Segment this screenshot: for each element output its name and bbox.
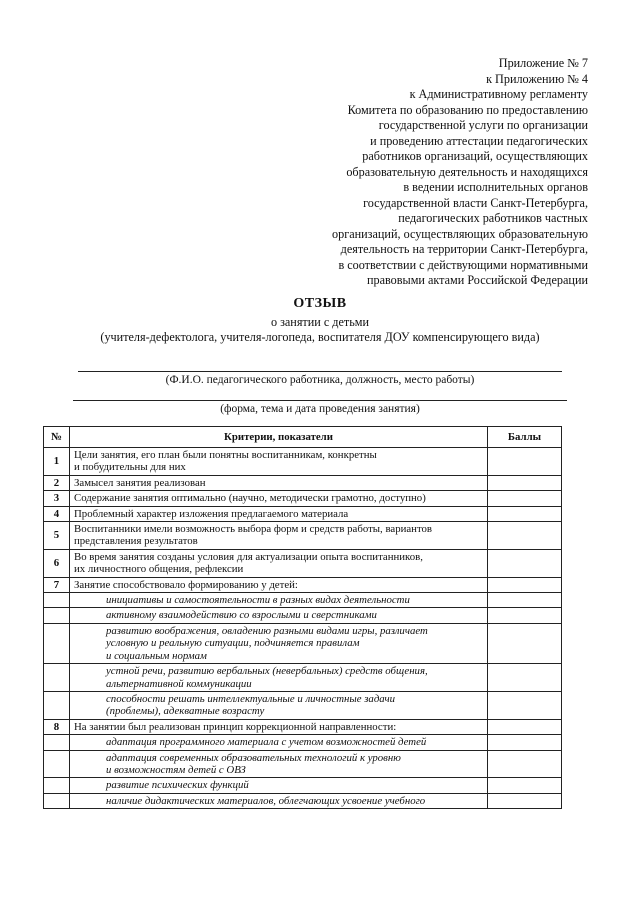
document-title: ОТЗЫВ bbox=[293, 296, 347, 311]
criterion bbox=[70, 506, 488, 521]
criterion-text-line: и побудительны для них bbox=[74, 461, 186, 474]
score-cell[interactable] bbox=[488, 491, 562, 506]
column-header-criteria: Критерии, показатели bbox=[70, 427, 488, 448]
criterion-text-line: На занятии был реализован принцип коррекционной направленности: bbox=[74, 720, 397, 733]
appendix-line: Комитета по образованию по предоставлению bbox=[347, 102, 588, 117]
lesson-caption: (форма, тема и дата проведения занятия) bbox=[220, 403, 420, 415]
row-number: 7 bbox=[44, 577, 70, 592]
table-row bbox=[44, 719, 562, 734]
table-row bbox=[44, 448, 562, 476]
criterion-text-line: Воспитанники имели возможность выбора форм и средств работы, вариантов bbox=[74, 523, 433, 536]
score-cell[interactable] bbox=[488, 719, 562, 734]
criterion-text-line: способности решать интеллектуальные и личностные задачи bbox=[106, 692, 396, 705]
score-cell[interactable] bbox=[488, 664, 562, 692]
score-cell[interactable] bbox=[488, 608, 562, 623]
table-row bbox=[44, 750, 562, 778]
score-cell[interactable] bbox=[488, 735, 562, 750]
criterion-text-line: Занятие способствовало формированию у детей: bbox=[74, 578, 298, 591]
table-row bbox=[44, 549, 562, 577]
table-row bbox=[44, 664, 562, 692]
criterion-text-line: (проблемы), адекватные возрасту bbox=[106, 705, 265, 718]
sub-criterion bbox=[70, 608, 488, 623]
sub-criterion bbox=[70, 691, 488, 719]
table-row bbox=[44, 475, 562, 490]
document-subtitle: о занятии с детьми bbox=[270, 315, 370, 329]
score-cell[interactable] bbox=[488, 691, 562, 719]
sub-criterion bbox=[70, 793, 488, 808]
criterion bbox=[70, 448, 488, 476]
criterion-text-line: Содержание занятия оптимально (научно, методически грамотно, доступно) bbox=[74, 492, 426, 505]
appendix-line: организаций, осуществляющих образовательную bbox=[332, 226, 588, 241]
criterion-text-line: развитие психических функций bbox=[106, 779, 249, 792]
lesson-fill-line bbox=[73, 400, 567, 401]
row-number: 1 bbox=[44, 448, 70, 476]
criterion-text-line: устной речи, развитию вербальных (невербальных) средств общения, bbox=[106, 665, 428, 678]
sub-criterion bbox=[70, 664, 488, 692]
row-number bbox=[44, 664, 70, 692]
score-cell[interactable] bbox=[488, 549, 562, 577]
criterion-text-line: и социальным нормам bbox=[106, 649, 207, 662]
criterion-text-line: Цели занятия, его план были понятны воспитанникам, конкретны bbox=[74, 449, 377, 461]
criterion-text-line: инициативы и самостоятельности в разных видах деятельности bbox=[106, 594, 410, 607]
appendix-line: и проведению аттестации педагогических bbox=[370, 133, 588, 148]
criteria-table bbox=[43, 426, 562, 809]
sub-criterion bbox=[70, 750, 488, 778]
table-row bbox=[44, 608, 562, 623]
score-cell[interactable] bbox=[488, 623, 562, 663]
row-number bbox=[44, 608, 70, 623]
criterion-text-line: и возможностям детей с ОВЗ bbox=[106, 763, 246, 776]
criterion-text-line: наличие дидактических материалов, облегчающих усвоение учебного bbox=[106, 794, 426, 807]
score-cell[interactable] bbox=[488, 793, 562, 808]
criterion-text-line: представления результатов bbox=[74, 535, 198, 548]
criterion-text-line: адаптация современных образовательных технологий к уровню bbox=[106, 751, 401, 764]
criterion-text-line: альтернативной коммуникации bbox=[106, 677, 252, 690]
document-subtitle-roles: (учителя-дефектолога, учителя-логопеда, воспитателя ДОУ компенсирующего вида) bbox=[100, 330, 540, 344]
criterion-text-line: активному взаимодействию со взрослыми и сверстниками bbox=[106, 609, 377, 622]
table-row bbox=[44, 793, 562, 808]
criterion-text-line: развитию воображения, овладению разными видами игры, различает bbox=[106, 624, 428, 637]
fio-fill-line bbox=[78, 371, 562, 372]
appendix-line: работников организаций, осуществляющих bbox=[362, 149, 588, 163]
appendix-line: правовыми актами Российской Федерации bbox=[366, 273, 588, 287]
row-number: 4 bbox=[44, 506, 70, 521]
appendix-line: государственной власти Санкт-Петербурга, bbox=[363, 195, 588, 210]
column-header-num: № bbox=[44, 427, 70, 448]
score-cell[interactable] bbox=[488, 522, 562, 550]
score-cell[interactable] bbox=[488, 475, 562, 490]
criterion-text-line: адаптация программного материала с учетом возможностей детей bbox=[106, 736, 427, 749]
table-row bbox=[44, 577, 562, 592]
row-number bbox=[44, 593, 70, 608]
score-cell[interactable] bbox=[488, 506, 562, 521]
appendix-line: образовательную деятельность и находящихся bbox=[346, 164, 588, 179]
criterion-text-line: Замысел занятия реализован bbox=[74, 476, 206, 489]
score-cell[interactable] bbox=[488, 778, 562, 793]
appendix-line: в соответствии с действующими нормативными bbox=[338, 257, 588, 272]
sub-criterion bbox=[70, 623, 488, 663]
criterion bbox=[70, 719, 488, 734]
table-row bbox=[44, 522, 562, 550]
row-number bbox=[44, 735, 70, 750]
criterion bbox=[70, 522, 488, 550]
row-number: 8 bbox=[44, 719, 70, 734]
sub-criterion bbox=[70, 778, 488, 793]
row-number bbox=[44, 778, 70, 793]
table-header-row bbox=[44, 427, 562, 448]
row-number: 2 bbox=[44, 475, 70, 490]
fio-caption: (Ф.И.О. педагогического работника, должность, место работы) bbox=[165, 374, 475, 386]
criterion bbox=[70, 475, 488, 490]
table-row bbox=[44, 778, 562, 793]
score-cell[interactable] bbox=[488, 448, 562, 476]
appendix-line: государственной услуги по организации bbox=[378, 118, 588, 132]
score-cell[interactable] bbox=[488, 593, 562, 608]
appendix-header bbox=[288, 56, 588, 289]
criterion-text-line: их личностного общения, рефлексии bbox=[74, 563, 244, 576]
criterion-text-line: Во время занятия созданы условия для актуализации опыта воспитанников, bbox=[74, 550, 423, 563]
row-number bbox=[44, 750, 70, 778]
sub-criterion bbox=[70, 735, 488, 750]
criterion-text-line: условную и реальную ситуации, подчиняется правилам bbox=[106, 637, 360, 650]
appendix-line: в ведении исполнительных органов bbox=[403, 180, 588, 194]
score-cell[interactable] bbox=[488, 577, 562, 592]
criterion bbox=[70, 549, 488, 577]
table-row bbox=[44, 593, 562, 608]
table-row bbox=[44, 735, 562, 750]
appendix-line: деятельность на территории Санкт-Петербурга, bbox=[340, 242, 588, 256]
table-row bbox=[44, 623, 562, 663]
row-number bbox=[44, 691, 70, 719]
row-number bbox=[44, 793, 70, 808]
table-row bbox=[44, 691, 562, 719]
criterion-text-line: Проблемный характер изложения предлагаемого материала bbox=[74, 507, 349, 520]
sub-criterion bbox=[70, 593, 488, 608]
row-number bbox=[44, 623, 70, 663]
criterion bbox=[70, 577, 488, 592]
appendix-line: к Приложению № 4 bbox=[486, 71, 588, 86]
row-number: 3 bbox=[44, 491, 70, 506]
column-header-score: Баллы bbox=[488, 427, 562, 448]
criterion bbox=[70, 491, 488, 506]
row-number: 5 bbox=[44, 522, 70, 550]
table-row bbox=[44, 506, 562, 521]
row-number: 6 bbox=[44, 549, 70, 577]
appendix-line: педагогических работников частных bbox=[398, 211, 588, 225]
appendix-line: Приложение № 7 bbox=[498, 56, 588, 70]
appendix-line: к Административному регламенту bbox=[409, 87, 588, 101]
table-row bbox=[44, 491, 562, 506]
score-cell[interactable] bbox=[488, 750, 562, 778]
